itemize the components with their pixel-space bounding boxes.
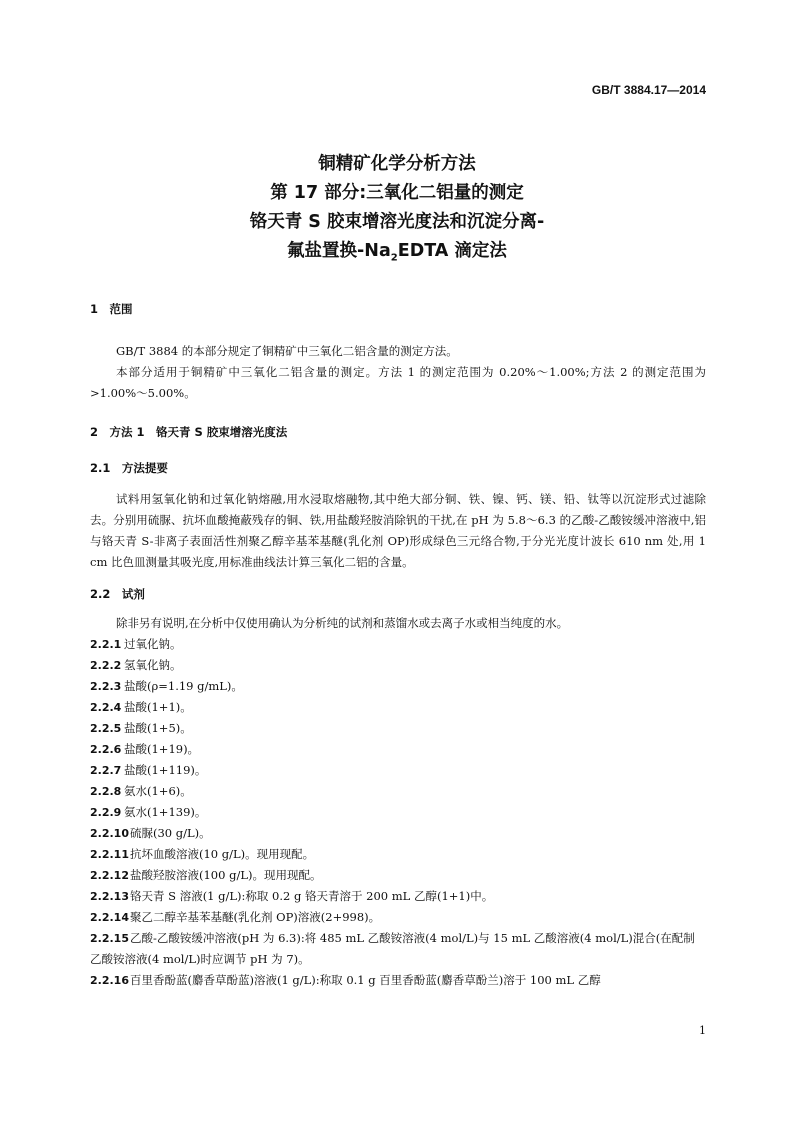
item-number: 2.2.2 (90, 659, 122, 672)
list-item (90, 634, 706, 655)
item-number: 2.2.7 (90, 764, 122, 777)
item-text: 铬天青 S 溶液(1 g/L):称取 0.2 g 铬天青溶于 200 mL 乙醇(1+1)中。 (130, 889, 494, 903)
title-line-4 (0, 237, 794, 273)
list-item (90, 655, 706, 676)
section-1-paragraph-2: 本部分适用于铜精矿中三氧化二铝含量的测定。方法 1 的测定范围为 0.20%～1.00%;方法 2 的测定范围为>1.00%～5.00%。 (90, 365, 706, 400)
item-text: 盐酸羟胺溶液(100 g/L)。现用现配。 (130, 868, 322, 882)
list-item (90, 718, 706, 739)
section-2-heading: 2 方法 1 铬天青 S 胶束增溶光度法 (90, 425, 288, 439)
item-number: 2.2.4 (90, 701, 122, 714)
item-text: 氨水(1+6)。 (124, 784, 192, 798)
item-text: 硫脲(30 g/L)。 (130, 826, 211, 840)
item-text: 盐酸(1+1)。 (124, 700, 192, 714)
item-text: 乙酸-乙酸铵缓冲溶液(pH 为 6.3):将 485 mL 乙酸铵溶液(4 mol/L)与 15 mL 乙酸溶液(4 mol/L)混合(在配制乙酸铵溶液(4 mol/L)时应调节 pH 为 7)。 (90, 931, 695, 966)
document-body (90, 300, 706, 991)
section-1-paragraph-1: GB/T 3884 的本部分规定了铜精矿中三氧化二铝含量的测定方法。 (116, 344, 458, 358)
item-number: 2.2.11 (90, 848, 129, 861)
list-item (90, 928, 706, 970)
list-item (90, 781, 706, 802)
item-text: 盐酸(1+119)。 (124, 763, 207, 777)
item-number: 2.2.16 (90, 974, 129, 987)
item-text: 氢氧化钠。 (124, 658, 182, 672)
title-line-3: 铬天青 S 胶束增溶光度法和沉淀分离- (249, 212, 545, 232)
title-line-2: 第 17 部分:三氧化二铝量的测定 (270, 183, 524, 203)
title-line-4-post: EDTA 滴定法 (397, 241, 507, 261)
document-title (0, 150, 794, 273)
item-text: 氨水(1+139)。 (124, 805, 207, 819)
list-item (90, 865, 706, 886)
item-text: 盐酸(ρ=1.19 g/mL)。 (124, 679, 243, 693)
item-number: 2.2.1 (90, 638, 122, 651)
item-text: 聚乙二醇辛基苯基醚(乳化剂 OP)溶液(2+998)。 (130, 910, 381, 924)
list-item (90, 697, 706, 718)
item-number: 2.2.14 (90, 911, 129, 924)
item-number: 2.2.8 (90, 785, 122, 798)
section-1-heading: 1 范围 (90, 302, 133, 316)
section-2-1-heading: 2.1 方法提要 (90, 461, 168, 475)
item-number: 2.2.9 (90, 806, 122, 819)
item-text: 盐酸(1+19)。 (124, 742, 200, 756)
standard-code: GB/T 3884.17—2014 (591, 83, 706, 97)
item-text: 抗坏血酸溶液(10 g/L)。现用现配。 (130, 847, 315, 861)
item-number: 2.2.15 (90, 932, 129, 945)
title-line-1: 铜精矿化学分析方法 (318, 154, 476, 174)
item-number: 2.2.12 (90, 869, 129, 882)
list-item (90, 823, 706, 844)
item-number: 2.2.13 (90, 890, 129, 903)
list-item (90, 760, 706, 781)
item-number: 2.2.10 (90, 827, 129, 840)
item-number: 2.2.5 (90, 722, 122, 735)
item-text: 过氧化钠。 (124, 637, 182, 651)
item-number: 2.2.6 (90, 743, 122, 756)
list-item (90, 907, 706, 928)
list-item (90, 970, 706, 991)
list-item (90, 802, 706, 823)
title-line-4-sub: 2 (390, 252, 398, 264)
title-line-4-pre: 氟盐置换-Na (287, 241, 391, 261)
list-item (90, 844, 706, 865)
item-number: 2.2.3 (90, 680, 122, 693)
list-item (90, 739, 706, 760)
list-item (90, 676, 706, 697)
list-item (90, 886, 706, 907)
section-2-2-paragraph: 除非另有说明,在分析中仅使用确认为分析纯的试剂和蒸馏水或去离子水或相当纯度的水。 (116, 616, 569, 630)
section-2-2-heading: 2.2 试剂 (90, 587, 145, 601)
page-number: 1 (699, 1024, 706, 1037)
section-2-1-paragraph: 试料用氢氧化钠和过氧化钠熔融,用水浸取熔融物,其中绝大部分铜、铁、镍、钙、镁、铅、钛等以沉淀形式过滤除去。分别用硫脲、抗坏血酸掩蔽残存的铜、铁,用盐酸羟胺消除钒的干扰,在 pH 为 5.8～6.3 的乙酸-乙酸铵缓冲溶液中,铝与铬天青 S-非离子表面活性剂聚乙醇辛基苯基醚(乳化剂 OP)形成绿色三元络合物,于分光光度计波长 610 nm 处,用 1 cm 比色皿测量其吸光度,用标准曲线法计算三氧化二铝的含量。 (90, 492, 706, 569)
item-text: 百里香酚蓝(麝香草酚蓝)溶液(1 g/L):称取 0.1 g 百里香酚蓝(麝香草酚兰)溶于 100 mL 乙醇 (130, 973, 601, 987)
item-text: 盐酸(1+5)。 (124, 721, 192, 735)
